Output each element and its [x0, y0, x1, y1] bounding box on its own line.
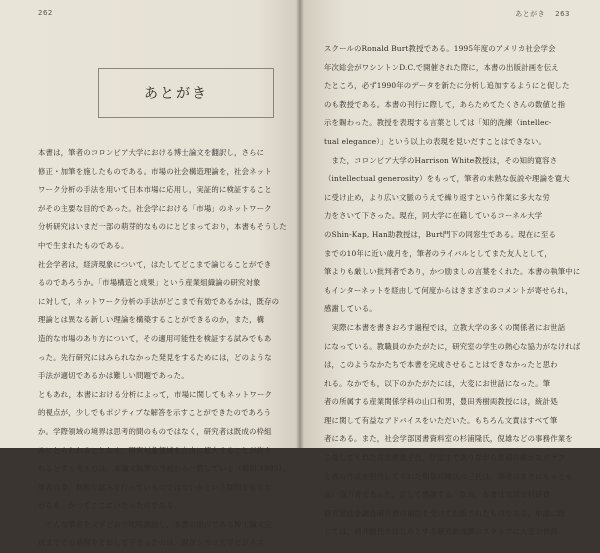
- text-line: tual elegance）」という以上の表現を見いだすことはできない。: [324, 136, 547, 146]
- text-line: ともあれ，本書における分析によって，市場に関してもネットワーク: [38, 389, 273, 399]
- text-line: 示を賜わった。教授を表現する言葉としては「知的洗練（intellec-: [324, 118, 552, 128]
- text-line: みにとらわれることなく，研究対象領域を自由に拡大することが許さ: [38, 445, 272, 455]
- text-line: 感謝している。: [324, 304, 377, 314]
- text-line: ワーク分析の手法を用いて日本市場に応用し，実証的に検証すること: [38, 185, 272, 195]
- text-line: がその主要な目的であった。社会学における「市場」のネットワーク: [38, 203, 272, 213]
- text-line: （intellectual generosity）をもって，筆者の未熟な仮説や理論を寛大: [324, 174, 570, 184]
- text-line: 良い協力者であった。記して感謝する。なお，本書は文部省科研費: [324, 490, 551, 500]
- text-line: るのであろうか。「市場構造と成果」という産業組織論の研究対象: [38, 278, 261, 288]
- text-line: か。学際領域の境界は思考的間のものではなく，研究者は既成の枠組: [38, 426, 272, 436]
- text-line: 者の所属する産業関係学科の山口和男，豊田秀樹両教授には，統計処: [324, 397, 558, 407]
- chapter-heading: あとがき: [144, 86, 208, 102]
- text-line: また，コロンビア大学のHarrison White教授は，その知的寛容さ: [324, 155, 558, 165]
- text-line: のShin-Kap, Han助教授は，Burt門下の同窓生である。現在に至る: [324, 229, 557, 239]
- text-line: 理論とは異なる新しい理論を構築することができるのか，また，構: [38, 315, 265, 325]
- left-page-number: 262: [38, 9, 53, 17]
- book-gutter: [296, 0, 304, 448]
- text-line: れるとする考え方は，本論文執筆の当初から一貫している（増田 1995）。: [38, 464, 290, 474]
- text-line: こなしてくれた宮原理恵子氏，学部生でありながら原稿の細かなグラフ: [324, 453, 566, 463]
- text-line: しては，酒井駿氏をはじめとする研究助成課のスタッフに大変お世話: [324, 527, 558, 537]
- right-page-number: 263: [555, 10, 570, 18]
- text-line: 中で生まれたものである。: [38, 240, 129, 250]
- text-line: たところ，必ず1990年のデータを新たに分析し追加するようにと促した: [324, 81, 570, 91]
- text-line: 修正・加筆を施したものである。市場の社会構造理論を，社会ネット: [38, 166, 272, 176]
- text-line: 力をさいて下さった。現在，同大学に在籍しているコーネル大学: [324, 211, 543, 221]
- text-line: 社会学者は，経済現象について，はたしてどこまで論じることができ: [38, 259, 272, 269]
- text-line: がらも，かつてここにいたったのである。: [38, 501, 182, 511]
- text-line: そんな筆者を文字どおり叱咤激励し，本書の原点である博士論文完: [38, 519, 272, 529]
- left-running-head: [38, 9, 63, 17]
- text-line: 分析研究はいまだ一部の萌芽的なものにとどまっており，本書もそうした: [38, 222, 287, 232]
- text-line: 本書は，筆者のコロンビア大学における博士論文を翻訳し，さらに: [38, 148, 265, 157]
- text-line: 筆よりも厳しい批判者であり，かつ励ましの言葉をくれた。本書の執筆中に: [324, 267, 581, 277]
- text-line: 実際に本書を書きおろす過程では，立教大学の多くの関係者にお世話: [324, 322, 566, 332]
- text-line: 成までその過程をとおして下さったのは，現在シカゴ大学ビジネス: [38, 538, 264, 548]
- right-body-text: [324, 40, 581, 542]
- right-running-head: [515, 9, 570, 19]
- text-line: 造的な市場のあり方について，その適用可能性を検証する試みでもあ: [38, 333, 272, 343]
- text-line: 筆者自身，無限な試みを行っているのではないかという疑問をもちな: [38, 482, 272, 492]
- text-line: と表の作成を担当してくれた和泉邦晴氏の三氏は，筆者のまさにもっとも: [324, 471, 573, 481]
- left-body-text: [38, 144, 290, 553]
- text-line: までの10年に近い歳月を，筆者のライバルとしてまた友人として，: [324, 248, 552, 258]
- text-line: 的視点が，少しでもポジティブな解答を示すことができたのであろう: [38, 408, 272, 418]
- text-line: 研究奨励金調査研究費の補助を受けて出版されたものである。申請に際: [324, 508, 566, 518]
- text-line: に対して，ネットワーク分析の手法がどこまで有効であるかは，既存の: [38, 296, 280, 306]
- text-line: に受け止め，より広い文脈のうえで繰り返すという作業に多大な労: [324, 192, 550, 202]
- text-line: 年次総会がワシントンD.C.で開催された際に，本書の出版計画を伝え: [324, 62, 559, 72]
- text-line: 手法が適切であるかは難しい問題であった。: [38, 371, 189, 381]
- text-line: った。先行研究にはみられなかった発見をするためには，どのような: [38, 352, 272, 362]
- text-line: スクールのRonald Burt教授である。1995年度のアメリカ社会学会: [324, 44, 556, 53]
- text-line: もインターネットを経由して何度からはきまざまのコメントが寄せられ，: [324, 285, 573, 295]
- text-line: は，このようなかたちで本書を完成させることはできなかったと思わ: [324, 360, 558, 370]
- text-line: のも教授である。本書の刊行に際して，あらためてたくさんの数値と指: [324, 99, 566, 109]
- chapter-heading-box: [98, 68, 274, 118]
- right-page: [300, 0, 600, 537]
- text-line: 理に関して有益なアドバイスをいただいた。もちろん文責はすべて筆: [324, 415, 558, 425]
- text-line: になっている。教職員のかたがたに，研究室の学生の熱心な協力がなければ: [324, 341, 581, 351]
- left-page: [0, 0, 300, 548]
- text-line: 者にある。また，社会学部図書資料室の杉浦隆氏，倪雄などの事務作業を: [324, 434, 573, 444]
- text-line: れる。なかでも，以下のかたがたには，大変にお世話になった。筆: [324, 378, 551, 388]
- right-running-head-title: あとがき: [515, 10, 546, 18]
